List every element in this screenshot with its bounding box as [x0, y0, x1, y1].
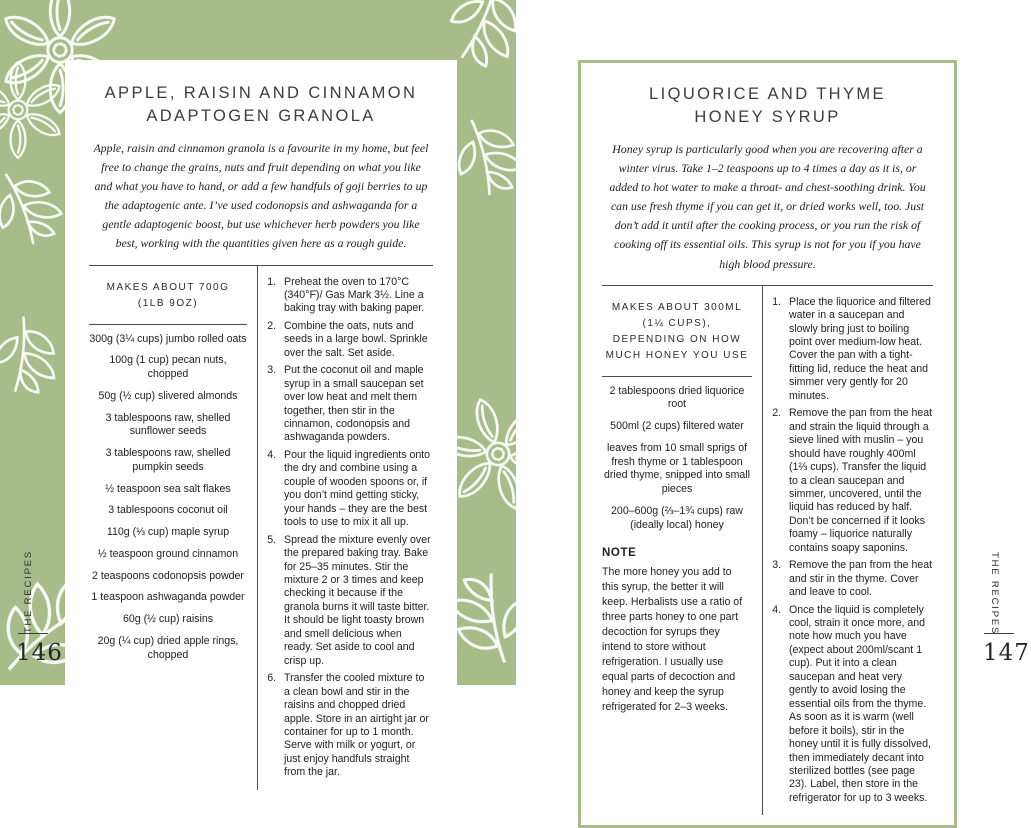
makes-label: MAKES ABOUT 700G (1LB 9OZ): [89, 278, 247, 325]
steps-column: [257, 266, 433, 790]
ingredient-item: 3 tablespoons coconut oil: [108, 504, 228, 517]
ingredients-list: [89, 333, 247, 663]
ingredient-item: 3 tablespoons raw, shelled pumpkin seeds: [105, 447, 231, 473]
step-item: 1. Place the liquorice and filtered water in a saucepan and slowly bring just to boiling point over medium-low heat. Cover the pan with a tight-fitting lid, reduce the heat and simmer very gently for 20 minutes.: [784, 296, 933, 404]
ingredient-item: 2 teaspoons codonopsis powder: [92, 569, 244, 582]
recipe-title-line2: ADAPTOGEN GRANOLA: [146, 107, 376, 126]
recipe-intro: Honey syrup is particularly good when you are recovering after a winter virus. Take 1–2 teaspoons up to 4 times a day as it is, or added to hot water to make a throat- and chest-soothing drink. You can use fresh thyme if you can get it, or dried works well, too. Just don’t add it until after the cooking process, or you run the risk of cooking off its essential oils. This syrup is not for you if you have high blood pressure.: [609, 141, 926, 271]
ingredients-list: [602, 385, 752, 533]
step-item: 3. Put the coconut oil and maple syrup in a small saucepan set over low heat and melt them together, then stir in the cinnamon, codonopsis and ashwaganda powders.: [279, 364, 433, 445]
page-number-left: 146: [16, 640, 63, 666]
ingredient-item: 60g (½ cup) raisins: [122, 613, 214, 626]
ingredient-item: leaves from 10 small sprigs of fresh thyme or 1 tablespoon dried thyme, snipped into small pieces: [603, 441, 751, 496]
step-item: 2. Remove the pan from the heat and strain the liquid through a sieve lined with muslin – you should have roughly 400ml (1⅔ cups). Transfer the liquid to a clean saucepan and simmer, uncovered, until the liquid has reduced by half. Don’t be concerned if it looks foamy – liquorice naturally contains soapy saponins.: [784, 407, 933, 555]
ingredient-item: 300g (3¼ cups) jumbo rolled oats: [89, 332, 247, 345]
botanical-flower-illustration: [0, 58, 70, 162]
recipe-title: [602, 83, 933, 130]
steps-list: [767, 296, 933, 806]
steps-column: [762, 286, 933, 816]
recipe-title-line1: LIQUORICE AND THYME: [649, 85, 886, 103]
page-number-right: 147: [983, 640, 1030, 666]
note-block: [602, 547, 752, 715]
step-item: 6. Transfer the cooled mixture to a clean bowl and stir in the raisins and chopped dried apple. Store in an airtight jar or container for up to 1 month. Serve with milk or yogurt, or just enjoy handfuls straight from the jar.: [279, 672, 433, 780]
botanical-leaf-illustration: [0, 312, 75, 409]
section-label-left: THE RECIPES: [23, 550, 34, 634]
recipe-title-line2: HONEY SYRUP: [694, 108, 841, 127]
step-item: 3. Remove the pan from the heat and stir in the thyme. Cover and leave to cool.: [784, 559, 933, 599]
ingredient-item: 50g (½ cup) slivered almonds: [98, 389, 238, 402]
recipe-title: [89, 82, 433, 129]
ingredients-column: [89, 266, 257, 790]
ingredient-item: 500ml (2 cups) filtered water: [610, 420, 744, 433]
sidebar-rule-left: [18, 633, 48, 634]
ingredient-item: ½ teaspoon ground cinnamon: [97, 547, 239, 560]
recipe-card-honey-syrup: [578, 60, 957, 828]
ingredient-item: 100g (1 cup) pecan nuts, chopped: [109, 354, 227, 381]
note-heading: NOTE: [602, 546, 637, 559]
step-item: 2. Combine the oats, nuts and seeds in a large bowl. Sprinkle over the salt. Set aside.: [279, 320, 433, 360]
step-item: 4. Once the liquid is completely cool, strain it once more, and note how much you have (expect about 200ml/scant 1 cup). Put it into a clean saucepan and heat very gently to avoid losing the essential oils from the thyme. As soon as it is warm (well before it boils), stir in the honey until it is fully dissolved, then immediately decant into sterilized bottles (see page 23). Label, then store in the refrigerator for up to 3 weeks.: [784, 604, 933, 806]
step-item: 4. Pour the liquid ingredients onto the dry and combine using a couple of wooden spoons or, if you don’t mind getting sticky, your hands – they are the best tools to use to mix it all up.: [279, 449, 433, 530]
step-item: 5. Spread the mixture evenly over the prepared baking tray. Bake for 25–35 minutes. Stir the mixture 2 or 3 times and keep checking it because if the granola burns it will taste bitter. It should be light toasty brown and smell delicious when ready. Set aside to cool and crisp up.: [279, 534, 433, 669]
note-text: The more honey you add to this syrup, the better it will keep. Herbalists use a ratio of three parts honey to one part decoction for syrups they intend to store without refrigeration. I usually use equal parts of decoction and honey and keep the syrup refrigerated for 2–3 weeks.: [602, 565, 743, 713]
right-page: [516, 0, 1031, 804]
recipe-intro: Apple, raisin and cinnamon granola is a favourite in my home, but feel free to change the grains, nuts and fruit depending on what you like and what you have to hand, or add a few handfuls of goji berries to up the adaptogenic ante. I’ve used codonopsis and ashwaganda for a gentle adaptogenic boost, but use whichever herb powders you like best, working with the quantities given here as a rough guide.: [93, 140, 429, 251]
ingredient-item: 1 teaspoon ashwaganda powder: [91, 591, 245, 604]
left-page: [0, 0, 516, 779]
ingredient-item: ½ teaspoon sea salt flakes: [105, 482, 231, 495]
recipe-title-line1: APPLE, RAISIN AND CINNAMON: [104, 84, 418, 102]
steps-list: [262, 276, 433, 780]
recipe-card-granola: [65, 60, 457, 800]
ingredients-column: [602, 286, 762, 816]
ingredient-item: 110g (⅓ cup) maple syrup: [106, 526, 230, 539]
makes-label: MAKES ABOUT 300ML (1¼ CUPS), DEPENDING ON HOW MUCH HONEY YOU USE: [602, 298, 752, 377]
ingredient-item: 200–600g (⅔–1¾ cups) raw (ideally local) honey: [611, 504, 743, 531]
ingredient-item: 20g (¼ cup) dried apple rings, chopped: [97, 634, 239, 661]
recipe-columns: [602, 285, 933, 816]
sidebar-rule-right: [984, 633, 1014, 634]
ingredient-item: 3 tablespoons raw, shelled sunflower seeds: [105, 411, 231, 438]
step-item: 1. Preheat the oven to 170°C (340°F)/ Gas Mark 3½. Line a baking tray with baking paper.: [279, 276, 433, 316]
ingredient-item: 2 tablespoons dried liquorice root: [609, 384, 745, 411]
recipe-columns: [89, 265, 433, 790]
section-label-right: THE RECIPES: [989, 552, 1000, 636]
